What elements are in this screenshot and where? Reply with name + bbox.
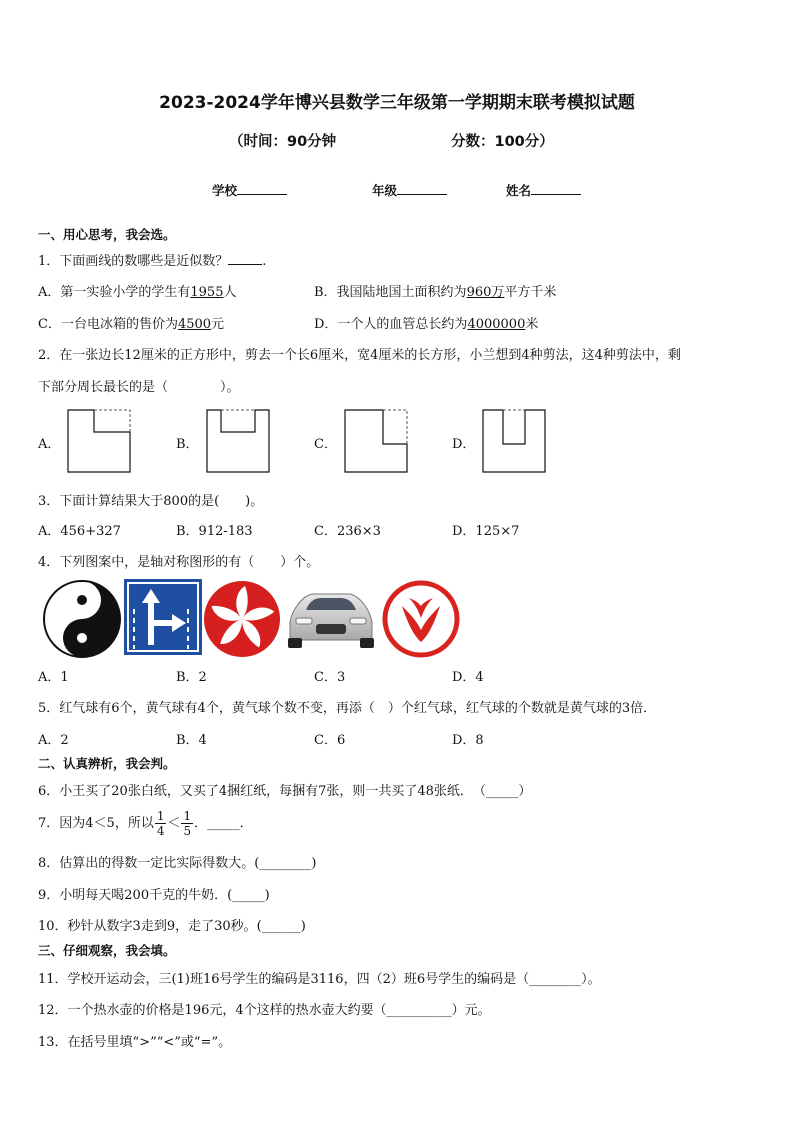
- less-than-sign: ＜: [167, 816, 181, 831]
- red-emblem-icon: [382, 580, 460, 658]
- question-2-line1: 2．在一张边长12厘米的正方形中，剪去一个长6厘米，宽4厘米的长方形，小兰想到4种剪法，这4种剪法中，剩: [38, 348, 681, 363]
- q1-d-underlined: 4000000: [467, 317, 526, 332]
- q1-blank[interactable]: [228, 251, 262, 265]
- q1-d-unit: 米: [525, 317, 539, 332]
- q3-option-d[interactable]: D．125×7: [452, 524, 520, 539]
- q5-option-c[interactable]: C．6: [314, 733, 346, 748]
- q7-text: 7．因为4＜5，所以: [38, 816, 154, 831]
- q4-option-b[interactable]: B．2: [176, 670, 207, 685]
- question-7: [38, 806, 253, 842]
- q1-d-text: D．一个人的血管总长约为: [314, 317, 468, 332]
- q2-label-a[interactable]: A．: [38, 437, 61, 452]
- q2-figure-c: [344, 409, 408, 473]
- bauhinia-flower-icon: [203, 580, 281, 658]
- name-field[interactable]: [506, 181, 581, 199]
- section-2-heading: 二、认真辨析，我会判。: [38, 756, 176, 771]
- q1-a-text: A．第一实验小学的学生有: [38, 285, 191, 300]
- grade-label: 年级: [372, 183, 398, 198]
- question-5: 5．红气球有6个，黄气球有4个，黄气球个数不变，再添（ ）个红气球，红气球的个数就是黄气球的3倍．: [38, 701, 657, 716]
- section-3-heading: 三、仔细观察，我会填。: [38, 943, 176, 958]
- road-sign-icon: [124, 579, 202, 655]
- q1-c-text: C．一台电冰箱的售价为: [38, 317, 178, 332]
- question-6: 6．小王买了20张白纸，又买了4捆红纸，每捆有7张，则一共买了48张纸． （_____）: [38, 784, 532, 799]
- q1-option-d[interactable]: [314, 313, 538, 332]
- question-1: [38, 250, 266, 269]
- q1-b-text: B．我国陆地国土面积约为: [314, 285, 467, 300]
- fraction-1-numerator: 1: [156, 809, 165, 823]
- q1-stem: 1．下面画线的数哪些是近似数？: [38, 254, 229, 269]
- q1-a-underlined: 1955: [190, 285, 224, 300]
- question-11: 11．学校开运动会，三(1)班16号学生的编码是3116，四（2）班6号学生的编码是（________）。: [38, 972, 601, 987]
- question-12: 12．一个热水壶的价格是196元，4个这样的热水壶大约要（__________）元。: [38, 1003, 491, 1018]
- q1-c-underlined: 4500: [177, 317, 212, 332]
- name-label: 姓名: [506, 183, 532, 198]
- q4-option-a[interactable]: A．1: [38, 670, 69, 685]
- q1-a-unit: 人: [223, 285, 237, 300]
- q2-figure-a: [67, 409, 131, 473]
- q5-option-b[interactable]: B．4: [176, 733, 207, 748]
- q1-b-underlined: 960万: [466, 285, 505, 300]
- exam-time: （时间：90分钟: [229, 134, 337, 150]
- fraction-one-fifth: [181, 809, 193, 838]
- q2-label-d[interactable]: D．: [452, 437, 476, 452]
- school-label: 学校: [212, 183, 238, 198]
- fraction-2-numerator: 1: [183, 809, 192, 823]
- school-blank[interactable]: [237, 181, 287, 195]
- exam-score: 分数：100分）: [451, 134, 554, 150]
- q1-tail: .: [262, 254, 267, 269]
- q2-figure-b: [206, 409, 270, 473]
- q5-option-a[interactable]: A．2: [38, 733, 69, 748]
- name-blank[interactable]: [531, 181, 581, 195]
- q4-option-c[interactable]: C．3: [314, 670, 346, 685]
- grade-blank[interactable]: [397, 181, 447, 195]
- question-2-line2: 下部分周长最长的是（ ）。: [38, 380, 240, 395]
- q3-option-c[interactable]: C．236×3: [314, 524, 381, 539]
- q4-option-d[interactable]: D．4: [452, 670, 484, 685]
- fraction-2-denominator: 5: [183, 824, 192, 838]
- q3-option-b[interactable]: B．912-183: [176, 524, 253, 539]
- question-8: 8．估算出的得数一定比实际得数大。(________): [38, 856, 317, 871]
- fraction-1-denominator: 4: [156, 824, 165, 838]
- school-field[interactable]: [212, 181, 287, 199]
- q5-option-d[interactable]: D．8: [452, 733, 484, 748]
- q3-option-a[interactable]: A．456+327: [38, 524, 121, 539]
- grade-field[interactable]: [372, 181, 447, 199]
- yin-yang-icon: [42, 579, 122, 659]
- q2-label-c[interactable]: C．: [314, 437, 337, 452]
- question-10: 10．秒针从数字3走到9，走了30秒。(______): [38, 919, 306, 934]
- page-title: 2023-2024学年博兴县数学三年级第一学期期末联考模拟试题: [159, 93, 635, 113]
- q1-option-a[interactable]: [38, 281, 237, 300]
- q1-option-b[interactable]: [314, 281, 556, 300]
- car-icon: [282, 582, 380, 652]
- q2-label-b[interactable]: B．: [176, 437, 199, 452]
- q2-figure-d: [482, 409, 546, 473]
- section-1-heading: 一、用心思考，我会选。: [38, 227, 176, 242]
- q1-option-c[interactable]: [38, 313, 224, 332]
- question-3: 3．下面计算结果大于800的是( )。: [38, 494, 264, 509]
- q1-b-unit: 平方千米: [504, 285, 557, 300]
- question-4: 4．下列图案中，是轴对称图形的有（ ）个。: [38, 555, 320, 570]
- question-13: 13．在括号里填“>”“<”或“=”。: [38, 1035, 232, 1050]
- q7-blank[interactable]: ．_____．: [194, 816, 253, 831]
- q1-c-unit: 元: [211, 317, 225, 332]
- question-9: 9．小明每天喝200千克的牛奶．(_____): [38, 888, 270, 903]
- fraction-one-quarter: [155, 809, 167, 838]
